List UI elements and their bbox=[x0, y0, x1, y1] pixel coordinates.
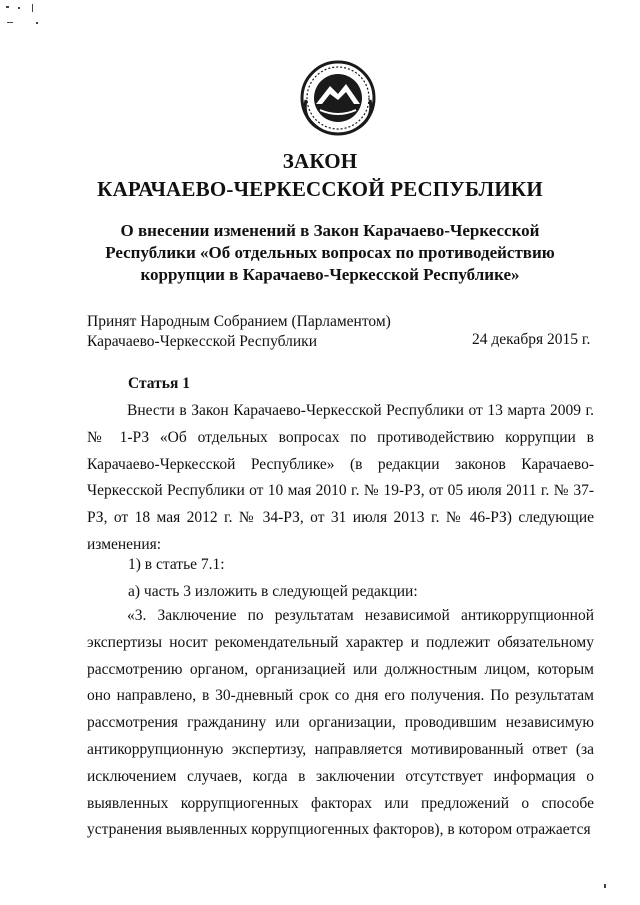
item-1: 1) в статье 7.1: bbox=[128, 556, 225, 573]
subtitle-line-1: О внесении изменений в Закон Карачаево-Черкесской bbox=[120, 221, 540, 240]
republic-coat-of-arms-icon bbox=[300, 60, 376, 136]
law-title: ЗАКОН bbox=[282, 149, 358, 173]
adoption-line-1: Принят Народным Собранием (Парламентом) bbox=[87, 313, 391, 330]
adoption-date: 24 декабря 2015 г. bbox=[472, 331, 591, 348]
item-1a: а) часть 3 изложить в следующей редакции: bbox=[128, 583, 418, 600]
article-heading: Статья 1 bbox=[128, 375, 190, 392]
article-intro: Внести в Закон Карачаево-Черкесской Республики от 13 марта 2009 г. № 1-РЗ «Об отдельных вопросах по противодействию коррупции в Карачаево-Черкесской Республике» (в редакции законов Карачаево-Черкесской Республики от 10 мая 2010 г. № 19-РЗ, от 05 июля 2011 г. № 37-РЗ, от 18 мая 2012 г. № 34-РЗ, от 31 июля 2013 г. № 46-РЗ) следующие изменения: bbox=[87, 402, 594, 553]
quoted-amendment: «3. Заключение по результатам независимой антикоррупционной экспертизы носит рекомендательный характер и подлежит обязательному рассмотрению органом, организацией или должностным лицом, которым оно направлено, в 30-дневный срок со дня его получения. По результатам рассмотрения гражданину или организации, проводившим независимую антикоррупционную экспертизу, направляется мотивированный ответ (за исключением случаев, когда в заключении отсутствует информация о выявленных коррупциогенных факторах или предложений о способе устранения выявленных коррупциогенных факторов), в котором отражается bbox=[87, 607, 594, 839]
adoption-line-2: Карачаево-Черкесской Республики bbox=[87, 333, 317, 350]
subtitle-line-3: коррупции в Карачаево-Черкесской Республике» bbox=[140, 265, 520, 284]
subtitle-line-2: Республики «Об отдельных вопросах по противодействию bbox=[105, 243, 555, 262]
republic-title: КАРАЧАЕВО-ЧЕРКЕССКОЙ РЕСПУБЛИКИ bbox=[97, 177, 543, 201]
